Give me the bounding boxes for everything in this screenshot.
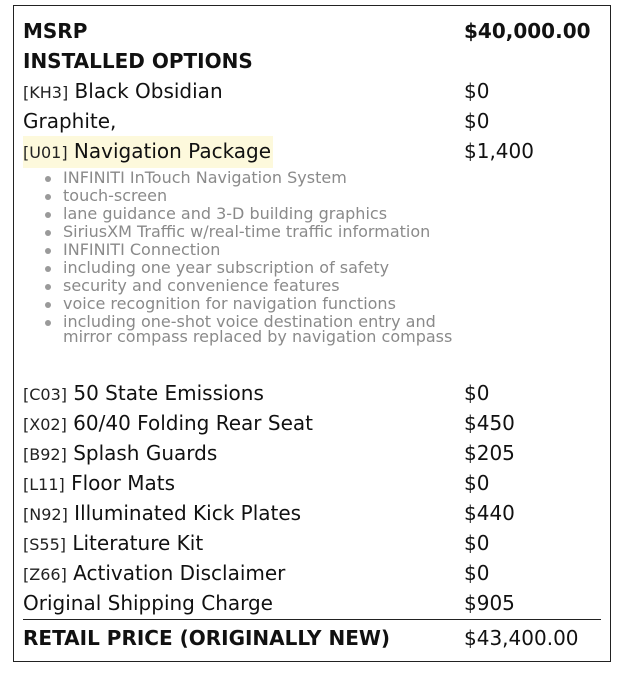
feature-item: lane guidance and 3-D building graphics [43, 206, 463, 221]
option-name: Splash Guards [73, 441, 218, 465]
retail-price-label: RETAIL PRICE (ORIGINALLY NEW) [23, 626, 391, 650]
shipping-row [23, 588, 601, 618]
option-price: $440 [464, 501, 515, 525]
feature-item: security and convenience features [43, 278, 463, 293]
feature-item: SiriusXM Traffic w/real-time traffic information [43, 224, 463, 239]
feature-item: including one-shot voice destination entry and mirror compass replaced by navigation compass [43, 314, 463, 344]
option-row-b92 [23, 438, 601, 468]
option-price: $1,400 [464, 139, 534, 163]
option-code: [KH3] [23, 83, 69, 102]
retail-price-row [23, 623, 601, 653]
option-row-s55 [23, 528, 601, 558]
option-code: [B92] [23, 445, 67, 464]
option-name: Literature Kit [72, 531, 204, 555]
option-code: [U01] [23, 143, 68, 162]
option-code: [L11] [23, 475, 65, 494]
retail-price-value: $43,400.00 [464, 626, 579, 650]
feature-item: INFINITI InTouch Navigation System [43, 170, 463, 185]
feature-item: voice recognition for navigation functions [43, 296, 463, 311]
option-code: [X02] [23, 415, 67, 434]
option-row-l11 [23, 468, 601, 498]
option-price: $0 [464, 109, 490, 133]
option-name: Illuminated Kick Plates [74, 501, 302, 525]
shipping-label: Original Shipping Charge [23, 591, 273, 615]
installed-options-heading: INSTALLED OPTIONS [23, 49, 253, 73]
option-row-c03 [23, 378, 601, 408]
option-row-graphite [23, 106, 601, 136]
window-sticker [13, 5, 611, 662]
option-name: Floor Mats [71, 471, 176, 495]
navigation-feature-list [43, 170, 463, 347]
navigation-package-highlight [23, 136, 273, 168]
total-divider [23, 619, 601, 620]
option-row-z66 [23, 558, 601, 588]
option-row-kh3 [23, 76, 601, 106]
option-code: [S55] [23, 535, 66, 554]
msrp-label: MSRP [23, 19, 88, 43]
option-name: 50 State Emissions [73, 381, 264, 405]
option-name: 60/40 Folding Rear Seat [73, 411, 313, 435]
option-price: $0 [464, 561, 490, 585]
msrp-price: $40,000.00 [464, 19, 591, 43]
option-code: [Z66] [23, 565, 67, 584]
msrp-row [23, 16, 601, 46]
option-code: [N92] [23, 505, 68, 524]
feature-item: INFINITI Connection [43, 242, 463, 257]
shipping-price: $905 [464, 591, 515, 615]
option-price: $0 [464, 471, 490, 495]
option-code: [C03] [23, 385, 68, 404]
option-name: Graphite, [23, 109, 117, 133]
feature-item: including one year subscription of safety [43, 260, 463, 275]
option-row-x02 [23, 408, 601, 438]
option-row-n92 [23, 498, 601, 528]
option-price: $0 [464, 381, 490, 405]
option-price: $205 [464, 441, 515, 465]
feature-item: touch-screen [43, 188, 463, 203]
option-name: Black Obsidian [74, 79, 223, 103]
option-price: $450 [464, 411, 515, 435]
option-price: $0 [464, 79, 490, 103]
option-price: $0 [464, 531, 490, 555]
option-name: Navigation Package [73, 139, 272, 163]
option-name: Activation Disclaimer [73, 561, 286, 585]
option-row-u01 [23, 136, 601, 166]
